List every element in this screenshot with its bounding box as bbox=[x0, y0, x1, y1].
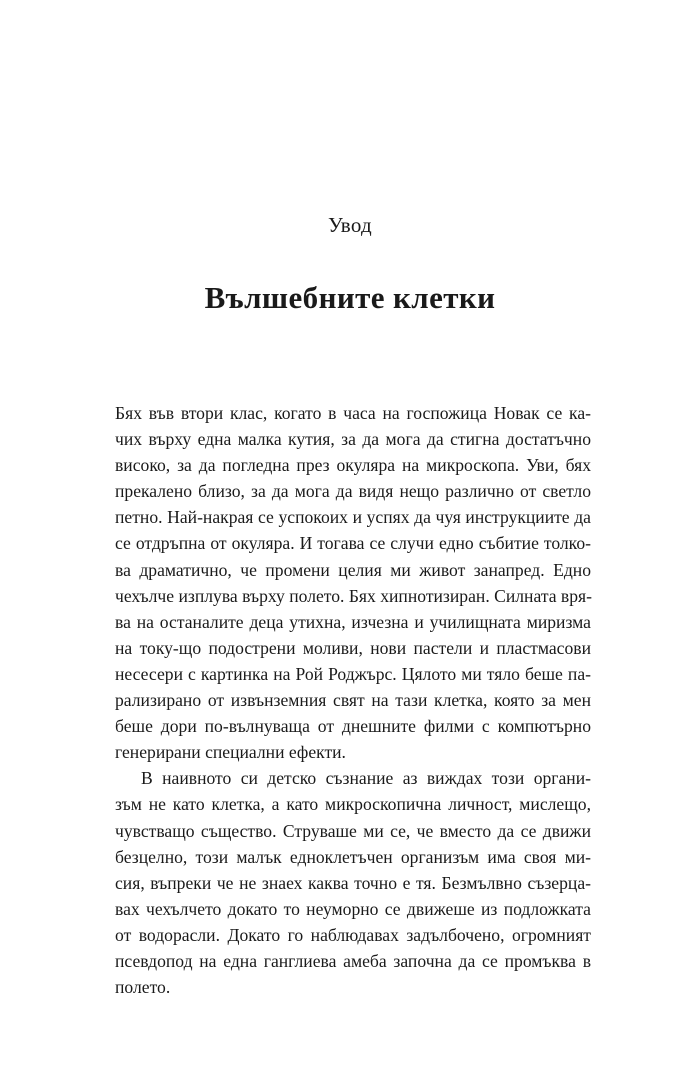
text-line: беше дори по-вълнуваща от днешните филми с компютърно bbox=[115, 716, 591, 737]
text-line: петно. Най-накрая се успокоих и успях да чуя инструкциите да bbox=[115, 507, 591, 528]
text-line: В наивното си детско съзнание аз виждах този органи- bbox=[141, 768, 591, 789]
text-line: зъм не като клетка, а като микроскопична личност, мислещо, bbox=[115, 794, 591, 815]
text-line: високо, за да погледна през окуляра на микроскопа. Уви, бях bbox=[115, 455, 591, 476]
text-line: безцелно, този малък едноклетъчен организъм има своя ми- bbox=[115, 846, 591, 867]
text-line: ва драматично, че промени целия ми живот занапред. Едно bbox=[115, 559, 591, 580]
body-text bbox=[115, 400, 591, 1000]
text-line: се отдръпна от окуляра. И тогава се случи едно събитие толко- bbox=[115, 533, 591, 554]
text-line: рализирано от извънземния свят на тази клетка, която за мен bbox=[115, 690, 591, 711]
text-line: Бях във втори клас, когато в часа на госпожица Новак се ка- bbox=[115, 403, 591, 423]
text-line: несесери с картинка на Рой Роджърс. Цялото ми тяло беше па- bbox=[115, 663, 591, 684]
text-line: от водорасли. Докато го наблюдавах задълбочено, огромният bbox=[115, 924, 591, 945]
text-line: на току-що подострени моливи, нови пастели и пластмасови bbox=[115, 637, 591, 658]
text-line: чехълче изплува върху полето. Бях хипнотизиран. Силната вря- bbox=[115, 585, 592, 606]
text-line: чувстващо същество. Струваше ми се, че вместо да се движи bbox=[115, 820, 591, 841]
text-line: полето. bbox=[115, 977, 171, 998]
text-line: прекалено близо, за да мога да видя нещо различно от светло bbox=[115, 481, 591, 502]
chapter-title: Вълшебните клетки bbox=[204, 280, 496, 315]
text-line: чих върху една малка кутия, за да мога да стигна достатъчно bbox=[115, 429, 591, 450]
text-line: вах чехълчето докато то неуморно се движеше из подложката bbox=[115, 898, 591, 919]
text-line: сия, въпреки че не знаех каква точно е тя. Безмълвно съзерца- bbox=[115, 872, 591, 893]
text-line: псевдопод на една ганглиева амеба започна да се промъква в bbox=[115, 950, 591, 971]
chapter-label: Увод bbox=[327, 213, 373, 237]
text-line: генерирани специални ефекти. bbox=[115, 742, 346, 763]
text-line: ва на останалите деца утихна, изчезна и училищната миризма bbox=[115, 611, 591, 632]
